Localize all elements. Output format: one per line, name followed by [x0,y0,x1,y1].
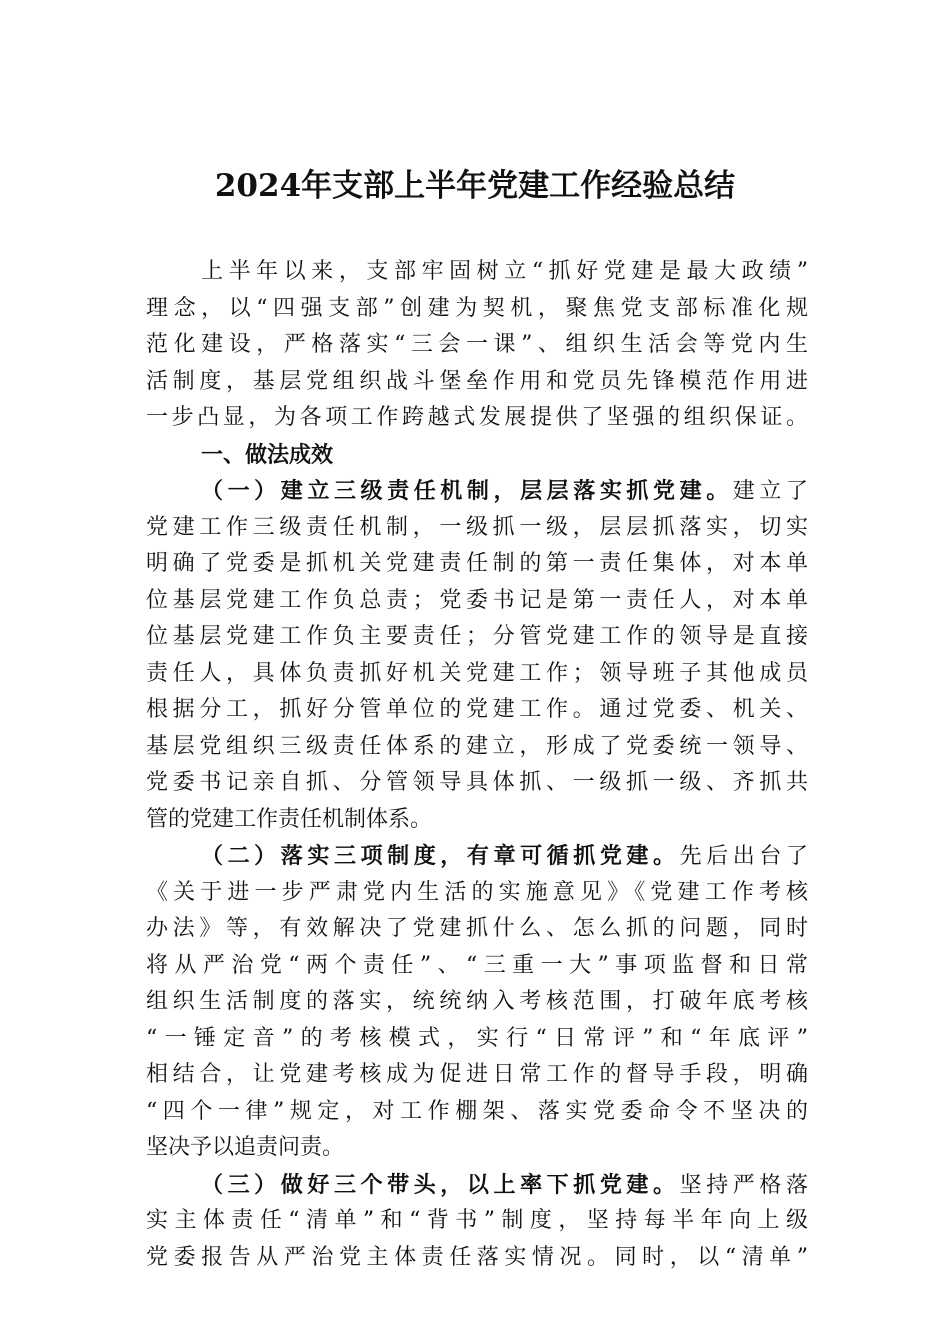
paragraph-1-line: 根据分工，抓好分管单位的党建工作。通过党委、机关、 [146,697,808,722]
paragraph-3-lead: （三）做好三个带头，以上率下抓党建。 [201,1171,680,1198]
paragraph-2-line: 办法》等，有效解决了党建抓什么、怎么抓的问题，同时 [146,916,808,941]
intro-line: 一步凸显，为各项工作跨越式发展提供了坚强的组织保证。 [146,405,808,430]
section-heading: 一、做法成效 [201,441,334,468]
intro-line: 理念，以“四强支部”创建为契机，聚焦党支部标准化规 [146,295,808,321]
intro-line: 上半年以来，支部牢固树立“抓好党建是最大政绩” [201,259,808,284]
paragraph-1-line: 基层党组织三级责任体系的建立，形成了党委统一领导、 [146,733,808,759]
paragraph-2-line: 将从严治党“两个责任”、“三重一大”事项监督和日常 [146,952,808,978]
paragraph-1-line: 明确了党委是抓机关党建责任制的第一责任集体，对本单 [146,551,808,576]
paragraph-1-first-line [146,473,808,510]
paragraph-2-line: 组织生活制度的落实，统统纳入考核范围，打破年底考核 [146,989,808,1014]
paragraph-2-lead: （二）落实三项制度，有章可循抓党建。 [201,843,680,869]
paragraph-2-line: 《关于进一步严肃党内生活的实施意见》《党建工作考核 [146,879,808,905]
intro-line: 范化建设，严格落实“三会一课”、组织生活会等党内生 [146,332,808,357]
paragraph-1-first-rest: 建立了 [732,479,808,504]
paragraph-2-line: “四个一律”规定，对工作棚架、落实党委命令不坚决的 [146,1098,808,1124]
document-title: 2024年支部上半年党建工作经验总结 [214,168,736,204]
paragraph-1-line: 党建工作三级责任机制，一级抓一级，层层抓落实，切实 [146,514,808,540]
paragraph-3-line: 党委报告从严治党主体责任落实情况。同时，以“清单” [146,1244,808,1270]
paragraph-2-line: 相结合，让党建考核成为促进日常工作的督导手段，明确 [146,1062,808,1087]
document-body [146,254,808,1276]
paragraph-1-line: 管的党建工作责任机制体系。 [146,806,433,832]
paragraph-3-line: 实主体责任“清单”和“背书”制度，坚持每半年向上级 [146,1208,808,1233]
paragraph-1-line: 位基层党建工作负总责；党委书记是第一责任人，对本单 [146,587,808,613]
paragraph-3-first-rest: 坚持严格落 [679,1172,808,1198]
paragraph-2-first-line [146,838,808,875]
paragraph-1-line: 责任人，具体负责抓好机关党建工作；领导班子其他成员 [146,660,808,686]
paragraph-2-line: “一锤定音”的考核模式，实行“日常评”和“年底评” [146,1025,808,1051]
intro-line: 活制度，基层党组织战斗堡垒作用和党员先锋模范作用进 [146,368,808,394]
paragraph-2-first-rest: 先后出台了 [679,844,808,869]
paragraph-1-line: 位基层党建工作负主要责任；分管党建工作的领导是直接 [146,624,808,649]
paragraph-3-first-line [146,1167,808,1204]
paragraph-1-lead: （一）建立三级责任机制，层层落实抓党建。 [201,478,733,504]
paragraph-1-line: 党委书记亲自抓、分管领导具体抓、一级抓一级、齐抓共 [146,770,808,795]
paragraph-2-line: 坚决予以追责问责。 [146,1135,345,1160]
